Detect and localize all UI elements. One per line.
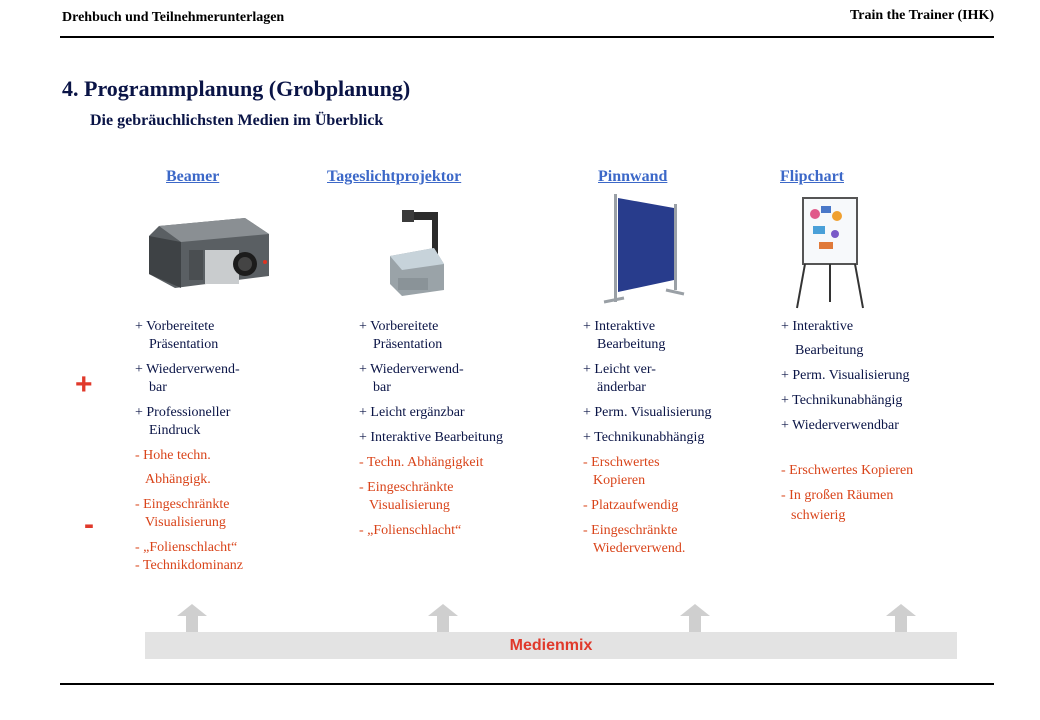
heading-beamer[interactable]: Beamer xyxy=(166,168,220,185)
pro-item: + Technikunabhängig xyxy=(583,430,705,445)
pro-item: + Interaktive Bearbeitung xyxy=(359,430,503,445)
heading-tageslichtprojektor[interactable]: Tageslichtprojektor xyxy=(327,168,462,185)
con-item: - Erschwertes Kopieren xyxy=(583,455,660,488)
page-title: 4. Programmplanung (Grobplanung) xyxy=(62,76,411,101)
list-beamer xyxy=(135,318,243,582)
header-left: Drehbuch und Teilnehmerunterlagen xyxy=(62,10,285,25)
pro-item: + Professioneller Eindruck xyxy=(135,405,231,438)
con-item: - Eingeschränkte Visualisierung xyxy=(135,497,230,530)
arrow-up-icon xyxy=(428,604,458,634)
pro-item: + Interaktive Bearbeitung xyxy=(781,319,864,358)
pro-item: + Perm. Visualisierung xyxy=(781,368,910,383)
overhead-projector-image xyxy=(388,208,448,298)
arrow-up-icon xyxy=(886,604,916,634)
heading-flipchart[interactable]: Flipchart xyxy=(780,168,844,185)
con-item: - „Folienschlacht“ xyxy=(359,523,462,538)
list-pinnwand xyxy=(583,318,712,565)
pro-item: + Vorbereitete Präsentation xyxy=(359,319,443,352)
flipchart-image xyxy=(795,194,865,310)
medienmix-label: Medienmix xyxy=(509,637,593,654)
pinboard-image xyxy=(600,194,686,306)
con-item: - Technikdominanz xyxy=(135,558,244,573)
con-item: - In großen Räumen schwierig xyxy=(781,488,894,523)
list-tageslichtprojektor xyxy=(359,318,503,547)
pro-item: + Wiederverwend- bar xyxy=(135,362,240,395)
minus-sign: - xyxy=(84,508,94,541)
con-item: - Eingeschränkte Wiederverwend. xyxy=(583,523,686,556)
page-subtitle: Die gebräuchlichsten Medien im Überblick xyxy=(90,112,384,129)
pro-item: + Wiederverwendbar xyxy=(781,418,899,433)
con-item: - Hohe techn. Abhängigk. xyxy=(135,448,211,487)
arrow-up-icon xyxy=(680,604,710,634)
pro-item: + Perm. Visualisierung xyxy=(583,405,712,420)
heading-pinnwand[interactable]: Pinnwand xyxy=(598,168,668,185)
arrow-up-icon xyxy=(177,604,207,634)
pro-item: + Leicht ver- änderbar xyxy=(583,362,656,395)
top-rule xyxy=(60,36,994,38)
beamer-image xyxy=(145,212,271,292)
con-item: - Techn. Abhängigkeit xyxy=(359,455,484,470)
pro-item: + Interaktive Bearbeitung xyxy=(583,319,666,352)
pro-item: + Vorbereitete Präsentation xyxy=(135,319,219,352)
con-item: - Eingeschränkte Visualisierung xyxy=(359,480,454,513)
list-flipchart xyxy=(781,318,913,532)
pro-item: + Technikunabhängig xyxy=(781,393,903,408)
pro-item: + Wiederverwend- bar xyxy=(359,362,464,395)
plus-sign: + xyxy=(75,368,93,401)
con-item: - „Folienschlacht“ xyxy=(135,540,238,555)
pro-item: + Leicht ergänzbar xyxy=(359,405,465,420)
header-right: Train the Trainer (IHK) xyxy=(849,8,994,23)
con-item: - Platzaufwendig xyxy=(583,498,679,513)
medienmix-bar xyxy=(145,632,957,659)
con-item: - Erschwertes Kopieren xyxy=(781,463,914,478)
bottom-rule xyxy=(60,683,994,685)
